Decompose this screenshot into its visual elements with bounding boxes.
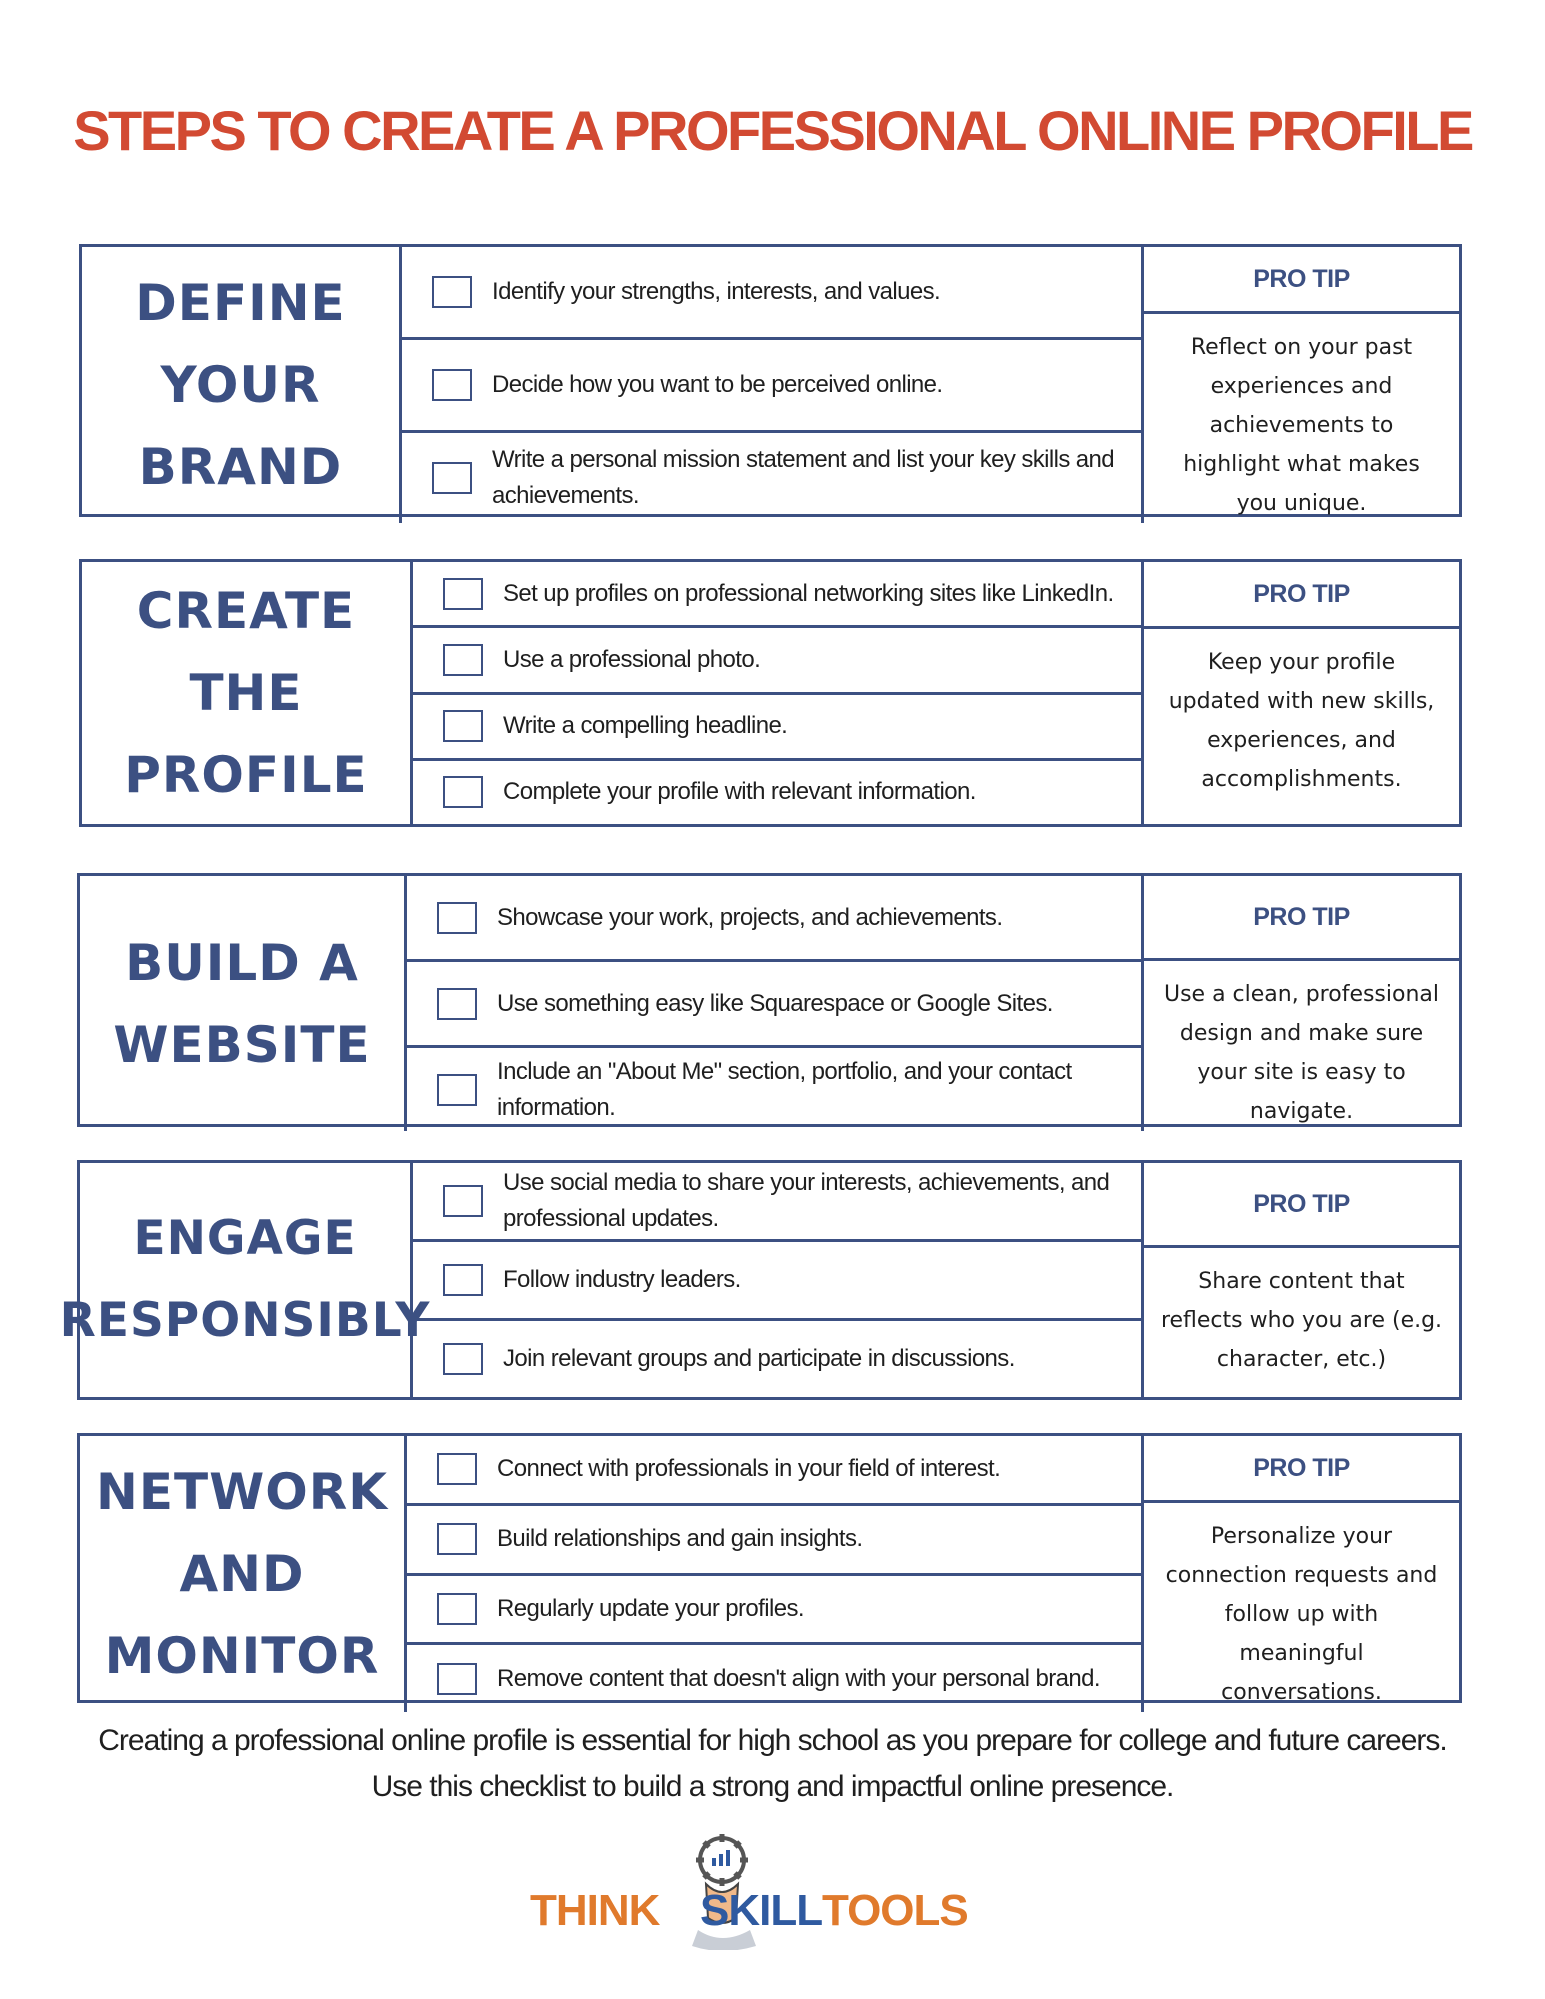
checklist-items [407,876,1144,1131]
checkbox[interactable] [443,710,483,742]
checkbox[interactable] [432,276,472,308]
checkbox[interactable] [443,1343,483,1375]
pro-tip [1144,1436,1459,1712]
section-5 [77,1433,1462,1703]
checklist-item [413,1163,1141,1239]
footer-line-1: Creating a professional online profile is essential for high school as you prepare for college and future careers. [98,1724,1447,1757]
section-heading: NETWORK AND MONITOR [80,1436,407,1712]
checkbox[interactable] [432,369,472,401]
checklist-item [413,562,1141,625]
checklist-items [407,1436,1144,1712]
checkbox[interactable] [443,1185,483,1217]
section-heading: BUILD A WEBSITE [80,876,407,1131]
logo-word-skill: SKILL [700,1886,823,1935]
checklist-item [407,1045,1141,1131]
checklist-item [407,1642,1141,1712]
section-heading: CREATE THE PROFILE [82,562,413,824]
checklist-item-text: Complete your profile with relevant information. [503,778,976,806]
checkbox[interactable] [443,1264,483,1296]
checkbox[interactable] [443,776,483,808]
checkbox[interactable] [437,988,477,1020]
checklist-item-text: Use social media to share your interests, achievements, and professional updates. [503,1169,1110,1232]
think-skill-tools-logo [530,1830,990,1950]
checkbox[interactable] [443,578,483,610]
pro-tip-text: Personalize your connection requests and follow up with meaningful conversations. [1165,1524,1438,1705]
checkbox[interactable] [437,902,477,934]
pro-tip [1144,876,1459,1131]
pro-tip-text: Share content that reflects who you are (e.g. character, etc.) [1160,1269,1443,1372]
pro-tip [1144,562,1459,824]
checklist-item [402,247,1141,337]
checklist-item-text: Remove content that doesn't align with your personal brand. [497,1664,1100,1692]
checklist-item-text: Write a personal mission statement and list your key skills and achievements. [492,446,1115,509]
pro-tip [1144,247,1459,523]
pro-tip-heading: PRO TIP [1144,247,1459,314]
checklist-item-text: Set up profiles on professional networking sites like LinkedIn. [503,579,1114,607]
checkbox[interactable] [443,644,483,676]
checklist-item [407,1436,1141,1503]
checklist-item [402,337,1141,430]
pro-tip-text: Reflect on your past experiences and achievements to highlight what makes you unique. [1183,335,1420,516]
logo-word-think: THINK [530,1886,660,1935]
checklist-item [407,1503,1141,1573]
section-2 [79,559,1462,827]
pro-tip-heading: PRO TIP [1144,1436,1459,1503]
section-1 [79,244,1462,517]
section-heading: ENGAGE RESPONSIBLY [80,1163,413,1397]
checklist-item-text: Build relationships and gain insights. [497,1525,863,1553]
checklist-item [413,625,1141,691]
checkbox[interactable] [437,1593,477,1625]
checklist-item [413,1239,1141,1318]
checklist-items [413,1163,1144,1397]
checklist-item-text: Join relevant groups and participate in discussions. [503,1345,1015,1372]
logo-word-tools: TOOLS [822,1886,968,1935]
checkbox[interactable] [432,462,472,494]
checklist-item [413,692,1141,758]
checklist-item-text: Use a professional photo. [503,645,761,673]
page-title: STEPS TO CREATE A PROFESSIONAL ONLINE PROFILE [73,99,1472,162]
pro-tip-text: Keep your profile updated with new skills, experiences, and accomplishments. [1168,650,1435,792]
section-4 [59,1160,1462,1400]
checklist-item-text: Identify your strengths, interests, and values. [492,278,941,305]
checklist-item-text: Use something easy like Squarespace or Google Sites. [497,989,1053,1017]
checklist-items [402,247,1144,523]
checklist-items [413,562,1144,824]
pro-tip-heading: PRO TIP [1144,562,1459,629]
footer-text [0,1718,1545,1810]
pro-tip-heading: PRO TIP [1144,1163,1459,1248]
checklist-item [407,959,1141,1045]
checklist-item-text: Write a compelling headline. [503,712,788,740]
pro-tip-text: Use a clean, professional design and make sure your site is easy to navigate. [1163,982,1440,1124]
pro-tip-heading: PRO TIP [1144,876,1459,961]
checklist-item-text: Connect with professionals in your field of interest. [497,1455,1001,1483]
checklist-item-text: Follow industry leaders. [503,1266,741,1293]
footer-line-2: Use this checklist to build a strong and impactful online presence. [371,1770,1174,1803]
pro-tip [1144,1163,1459,1397]
checkbox[interactable] [437,1074,477,1106]
section-3 [77,873,1462,1127]
checklist-item-text: Include an "About Me" section, portfolio, and your contact information. [497,1057,1072,1121]
checkbox[interactable] [437,1453,477,1485]
checklist-item-text: Decide how you want to be perceived online. [492,371,943,398]
section-heading: DEFINE YOUR BRAND [82,247,402,523]
checkbox[interactable] [437,1523,477,1555]
checklist-item-text: Regularly update your profiles. [497,1594,804,1622]
checklist-item [413,758,1141,824]
checklist-item [407,1573,1141,1643]
checklist-item-text: Showcase your work, projects, and achievements. [497,903,1003,931]
checklist-item [407,876,1141,959]
checkbox[interactable] [437,1663,477,1695]
checklist-item [402,430,1141,523]
checklist-item [413,1318,1141,1397]
